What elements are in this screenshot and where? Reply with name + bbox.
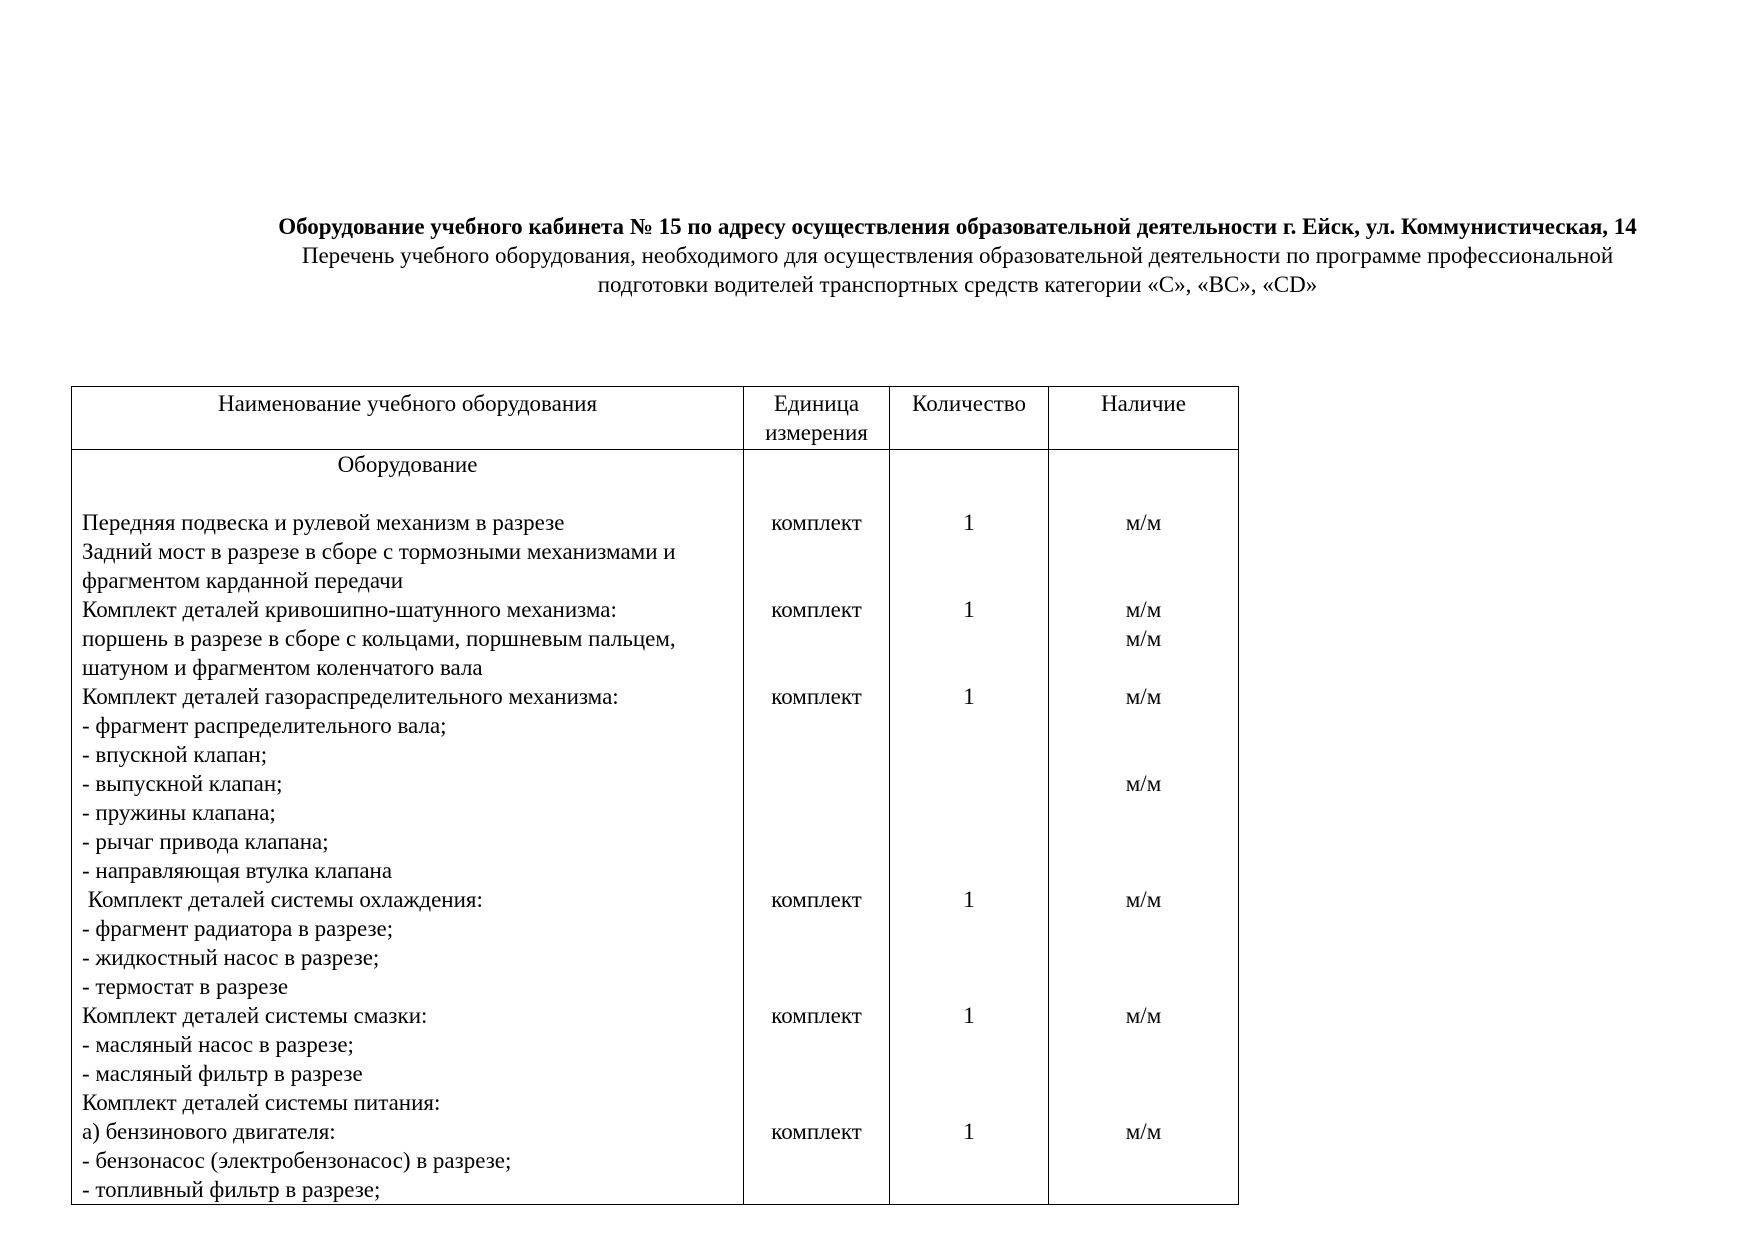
unit-line [744,1146,889,1175]
unit-line [744,943,889,972]
availability-line: м/м [1125,684,1162,709]
document-subtitle-line: Перечень учебного оборудования, необходимого для осуществления образовательной деятельности по программе профессиональной [301,243,1614,268]
unit-line: комплект [771,597,862,622]
document-header [0,212,1755,299]
unit-line [744,827,889,856]
equipment-names-cell [72,450,744,1205]
table-header-row [72,387,1239,450]
equipment-name-line: - бензонасос (электробензонасос) в разрезе; [82,1148,512,1173]
quantity-lines [890,508,1048,1204]
unit-line: комплект [771,1119,862,1144]
equipment-name-line: Задний мост в разрезе в сборе с тормозными механизмами и [82,539,676,564]
equipment-name-line: Комплект деталей газораспределительного механизма: [82,684,619,709]
availability-lines [1049,508,1238,1204]
availability-line: м/м [1125,1119,1162,1144]
header-quantity: Количество [890,387,1049,450]
equipment-name-lines [72,508,743,1204]
quantity-line [890,653,1048,682]
quantity-line [890,624,1048,653]
availability-line [1049,827,1238,856]
quantity-line [890,1175,1048,1204]
quantity-line: 1 [963,510,975,535]
equipment-name-line: - рычаг привода клапана; [82,829,329,854]
unit-line: комплект [771,887,862,912]
quantity-line [890,1088,1048,1117]
availability-line [1049,1088,1238,1117]
unit-line [744,740,889,769]
unit-line [744,537,889,566]
equipment-name-line: - фрагмент распределительного вала; [82,713,447,738]
equipment-name-line: Комплект деталей кривошипно-шатунного механизма: [82,597,617,622]
quantity-line [890,856,1048,885]
availability-line [1049,653,1238,682]
quantity-line: 1 [963,684,975,709]
availability-line: м/м [1125,626,1162,651]
availability-line [1049,1146,1238,1175]
equipment-name-line: - выпускной клапан; [82,771,283,796]
unit-line [744,711,889,740]
equipment-name-line: - масляный фильтр в разрезе [82,1061,363,1086]
header-name: Наименование учебного оборудования [72,387,744,450]
quantity-line [890,972,1048,1001]
availability-line [1049,1175,1238,1204]
equipment-name-line: Комплект деталей системы смазки: [82,1003,428,1028]
quantity-line [890,537,1048,566]
equipment-name-line: - пружины клапана; [82,800,276,825]
equipment-name-line: - впускной клапан; [82,742,268,767]
availability-line [1049,856,1238,885]
unit-line [744,1088,889,1117]
equipment-name-line: а) бензинового двигателя: [82,1119,336,1144]
quantity-line [890,914,1048,943]
quantity-cell [890,450,1049,1205]
unit-line [744,566,889,595]
availability-line [1049,943,1238,972]
quantity-line: 1 [963,597,975,622]
equipment-name-line: Комплект деталей системы питания: [82,1090,441,1115]
unit-line [744,856,889,885]
unit-line: комплект [771,1003,862,1028]
unit-line: комплект [771,510,862,535]
unit-lines [744,508,889,1204]
unit-line [744,624,889,653]
availability-line [1049,914,1238,943]
quantity-line [890,827,1048,856]
equipment-table [71,386,1239,1205]
unit-line [744,914,889,943]
quantity-line [890,1059,1048,1088]
unit-line [744,1030,889,1059]
quantity-line: 1 [963,1003,975,1028]
quantity-line [890,711,1048,740]
quantity-line [890,798,1048,827]
quantity-line [890,566,1048,595]
equipment-name-line: - направляющая втулка клапана [82,858,393,883]
availability-line [1049,1030,1238,1059]
quantity-line [890,769,1048,798]
quantity-line [890,1030,1048,1059]
equipment-name-line: шатуном и фрагментом коленчатого вала [82,655,483,680]
availability-line [1049,537,1238,566]
equipment-name-line: - фрагмент радиатора в разрезе; [82,916,394,941]
equipment-name-line: Передняя подвеска и рулевой механизм в разрезе [82,510,565,535]
availability-line [1049,798,1238,827]
availability-line [1049,1059,1238,1088]
header-unit: Единица измерения [744,387,890,450]
equipment-name-line: фрагментом карданной передачи [82,568,404,593]
availability-line: м/м [1125,597,1162,622]
availability-line: м/м [1125,887,1162,912]
section-title: Оборудование [337,452,478,477]
equipment-name-line: - термостат в разрезе [82,974,289,999]
document-subtitle-line: подготовки водителей транспортных средств категории «С», «ВС», «CD» [597,272,1318,297]
table-row [72,450,1239,1205]
availability-line [1049,740,1238,769]
quantity-line [890,740,1048,769]
quantity-line: 1 [963,887,975,912]
availability-line: м/м [1125,510,1162,535]
quantity-line: 1 [963,1119,975,1144]
header-availability: Наличие [1049,387,1239,450]
availability-cell [1049,450,1239,1205]
document-title: Оборудование учебного кабинета № 15 по адресу осуществления образовательной деятельности г. Ейск, ул. Коммунистическая, 14 [278,214,1637,239]
availability-line [1049,711,1238,740]
unit-line: комплект [771,684,862,709]
unit-line [744,798,889,827]
unit-line [744,769,889,798]
equipment-name-line: Комплект деталей системы охлаждения: [82,887,483,912]
unit-line [744,653,889,682]
equipment-name-line: поршень в разрезе в сборе с кольцами, поршневым пальцем, [82,626,676,651]
quantity-line [890,1146,1048,1175]
availability-line [1049,972,1238,1001]
unit-line [744,1175,889,1204]
equipment-name-line: - топливный фильтр в разрезе; [82,1177,381,1202]
equipment-name-line: - масляный насос в разрезе; [82,1032,354,1057]
unit-line [744,1059,889,1088]
availability-line: м/м [1125,1003,1162,1028]
quantity-line [890,943,1048,972]
unit-cell [744,450,890,1205]
availability-line: м/м [1125,771,1162,796]
equipment-name-line: - жидкостный насос в разрезе; [82,945,380,970]
unit-line [744,972,889,1001]
availability-line [1049,566,1238,595]
